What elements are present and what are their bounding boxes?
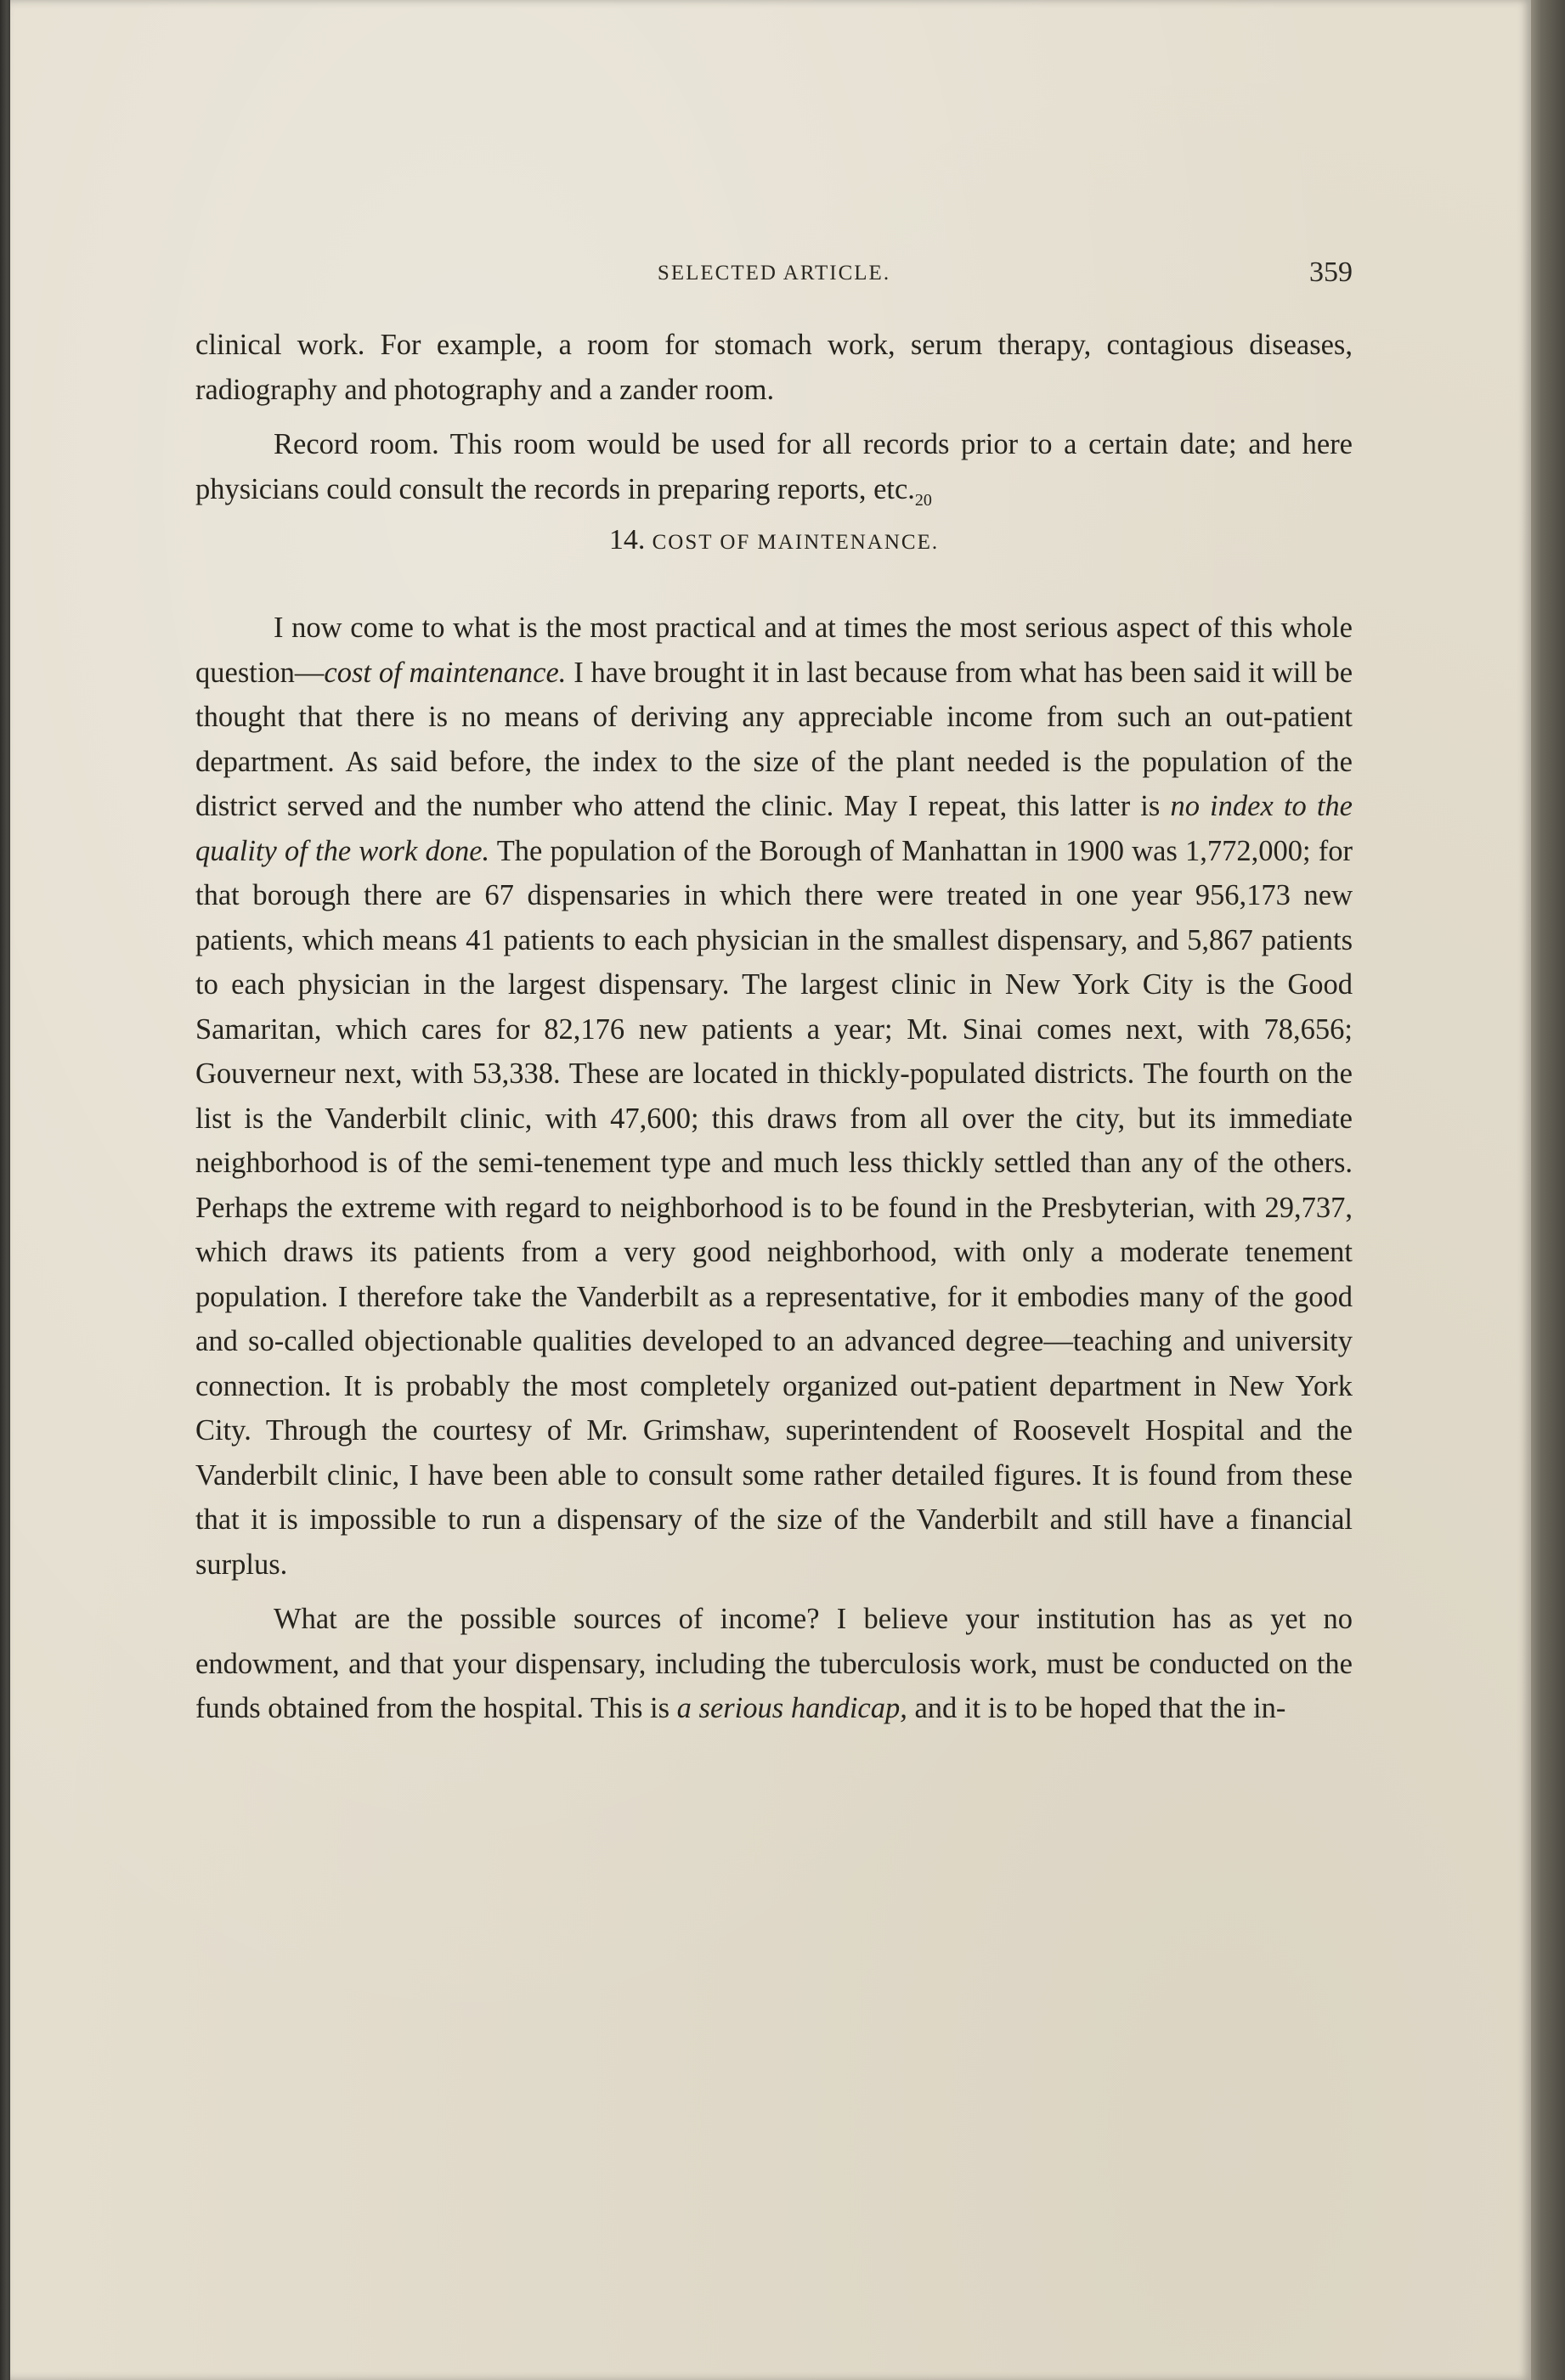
section-number: 14. (608, 524, 646, 556)
paragraph-record-room (195, 422, 1353, 511)
cost-emphasis-2: no index to the quality of the work done. (195, 790, 1353, 867)
paragraph-cost-of-maintenance (195, 606, 1353, 1587)
cost-emphasis-1: cost of maintenance. (324, 656, 567, 689)
cost-text-b: I have brought it in last because from what has been said it will be thought that there is no means of deriving any appreciable income from such an out-patient department. As said before, the index to the size of the plant needed is the population of the district served and the number who attend the clinic. May I repeat, this latter is (195, 656, 1353, 822)
page-number: 359 (1309, 257, 1353, 288)
paragraph-sources-of-income (195, 1597, 1353, 1731)
running-head: SELECTED ARTICLE. (657, 262, 891, 285)
cost-text-c: The population of the Borough of Manhattan in 1900 was 1,772,000; for that borough there are 67 dispensaries in which there were treated in one year 956,173 new patients, which means 41 patients to each physician in the smallest dispensary, and 5,867 patients to each physician in the largest dispensary. The largest clinic in New York City is the Good Samaritan, which cares for 82,176 new patients a year; Mt. Sinai comes next, with 78,656; Gouverneur next, with 53,338. These are located in thickly-populated districts. The fourth on the list is the Vanderbilt clinic, with 47,600; this draws from all over the city, but its immediate neighborhood is of the semi-tenement type and much less thickly settled than any of the others. Perhaps the extreme with regard to neighborhood is to be found in the Presbyterian, with 29,737, which draws its patients from a very good neighborhood, with only a moderate tenement population. I therefore take the Vanderbilt as a representative, for it embodies many of the good and so-called objectionable qualities developed to an advanced degree—teaching and university connection. It is probably the most completely organized out-patient department in New York City. Through the courtesy of Mr. Grimshaw, superintendent of Roosevelt Hospital and the Vanderbilt clinic, I have been able to consult some rather detailed figures. It is found from these that it is impossible to run a dispensary of the size of the Vanderbilt and still have a financial surplus. (195, 834, 1353, 1581)
page-header (195, 257, 1353, 299)
income-emphasis: a serious handicap, (676, 1692, 907, 1724)
section-heading (195, 516, 1353, 567)
page-body (195, 323, 1353, 1731)
footnote-marker: 20 (914, 490, 932, 510)
paragraph-clinical-work: clinical work. For example, a room for stomach work, serum therapy, contagious diseases, radiography and photography and a zander room. (195, 329, 1353, 406)
cost-text-a: I now come to what is the most practical and at times the most serious aspect of this whole question— (195, 612, 1353, 689)
income-text-a: What are the possible sources of income? I believe your institution has as yet no endowment, and that your dispensary, including the tuberculosis work, must be conducted on the funds obtained from the hospital. This is (195, 1603, 1353, 1724)
record-room-text: Record room. This room would be used for all records prior to a certain date; and here physicians could consult the records in preparing reports, etc. (195, 428, 1353, 505)
section-title: COST OF MAINTENANCE. (652, 531, 940, 554)
income-text-b: and it is to be hoped that the in- (907, 1692, 1286, 1724)
book-edge (1531, 0, 1565, 2380)
